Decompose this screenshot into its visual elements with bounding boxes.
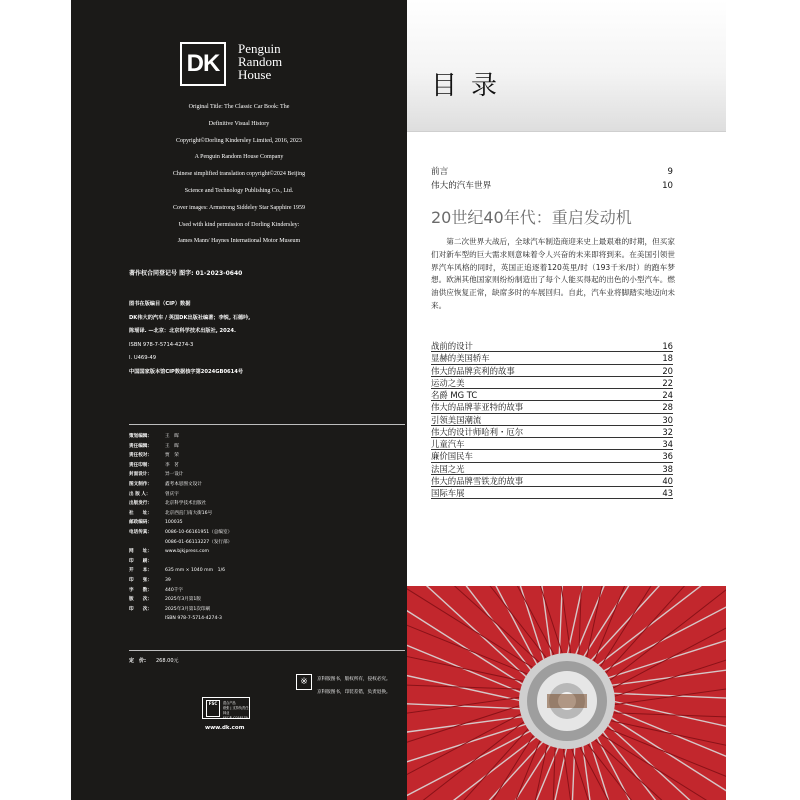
credit-value: 北京科学技术出版社 bbox=[165, 501, 207, 507]
cip-line: 中国国家版本馆CIP数据核字第2024GB0614号 bbox=[129, 368, 244, 375]
toc-entry-label: 廉价国民车 bbox=[431, 451, 473, 462]
website: www.dk.com bbox=[205, 725, 245, 731]
price-label: 定 价: bbox=[129, 658, 146, 664]
toc-entry-label: 显赫的美国轿车 bbox=[431, 353, 490, 364]
credit-key: 版 次： bbox=[129, 597, 152, 603]
credit-value: 王 晖 bbox=[165, 434, 179, 439]
toc-entry-label: 儿童汽车 bbox=[431, 439, 465, 449]
info-line: Definitive Visual History bbox=[208, 120, 270, 127]
info-line: Original Title: The Classic Car Book: The bbox=[188, 104, 290, 110]
credit-key: 邮政编码： bbox=[129, 520, 152, 526]
wire-wheel-illustration bbox=[407, 586, 726, 800]
credit-value: 鑫考本思图文设计 bbox=[165, 481, 202, 487]
toc-entry bbox=[431, 167, 673, 177]
credit-value: 王 晖 bbox=[165, 443, 179, 449]
toc-entry-page: 43 bbox=[662, 488, 673, 498]
toc-entry-label: 运动之美 bbox=[431, 377, 465, 388]
toc-entry-label: 战前的设计 bbox=[431, 341, 473, 351]
credit-value: 0086-10-66161951（总编室） bbox=[165, 529, 233, 535]
credit-row bbox=[129, 470, 405, 480]
credit-row bbox=[129, 576, 405, 586]
toc-entry bbox=[431, 487, 673, 499]
credit-key: 责任印制： bbox=[129, 462, 152, 468]
credit-value: 39 bbox=[165, 577, 171, 583]
credit-row bbox=[129, 595, 405, 605]
copyright-registration: 著作权合同登记号 图字: 01-2023-0640 bbox=[129, 270, 243, 277]
credit-value: 北京西直门南大街16号 bbox=[165, 510, 213, 516]
publisher-wordmark bbox=[238, 42, 282, 81]
credit-key: 电话传真： bbox=[129, 529, 152, 535]
page-margin bbox=[726, 0, 800, 800]
toc-entry-label: 前言 bbox=[431, 167, 449, 177]
toc-entry bbox=[431, 352, 673, 364]
notice-line: 京科版图书，版权所有，侵权必究。 bbox=[317, 677, 391, 682]
credit-value: www.bjkjpress.com bbox=[165, 549, 210, 555]
info-line: Copyright©Dorling Kindersley Limited, 2016, 2023 bbox=[176, 137, 302, 144]
credit-value: 0086-01-66113227（发行部） bbox=[165, 539, 233, 545]
info-line: James Mann/ Haynes International Motor Museum bbox=[177, 238, 301, 245]
credit-row bbox=[129, 557, 405, 567]
credit-row bbox=[129, 432, 405, 442]
toc-entry bbox=[431, 340, 673, 352]
fsc-tree-icon: FSC bbox=[206, 700, 220, 717]
price bbox=[129, 657, 179, 665]
cip-line: 图书在版编目（CIP）数据 bbox=[129, 301, 191, 307]
toc-entry-page: 38 bbox=[662, 463, 673, 474]
chapter-heading: 20世纪40年代：重启发动机 bbox=[431, 208, 632, 227]
toc-entry-label: 法国之光 bbox=[431, 463, 465, 474]
info-line: A Penguin Random House Company bbox=[194, 154, 284, 161]
toc-entry-page: 32 bbox=[662, 426, 673, 437]
credit-value bbox=[165, 557, 405, 567]
credit-value: 异一设计 bbox=[165, 472, 184, 478]
toc-entry bbox=[431, 463, 673, 475]
credit-row bbox=[129, 518, 405, 528]
contents-title: 目录 bbox=[431, 71, 512, 101]
toc-entry-page: 30 bbox=[662, 414, 673, 425]
chapter-intro: 第二次世界大战后，全球汽车制造商迎来史上最艰难的时期，但买家们对新车型的巨大需求则意味着令人兴奋的未来即将到来。在美国引领世界汽车风格的同时，英国正追逐着120英里/时（193千米/时）的跑车梦想。欧洲其他国家则纷纷制造出了每个人能买得起的出色的小型汽车。燃油供应恢复正常，缺席多时的车展回归。自此，汽车业将脚踏实地迈向未来。 bbox=[431, 237, 675, 310]
toc-entry-page: 28 bbox=[662, 402, 673, 413]
notice-line: 京科版图书，印装差错，负责退换。 bbox=[317, 690, 391, 695]
toc-entry-label: 名爵 MG TC bbox=[431, 390, 478, 400]
credit-key: 社 址： bbox=[129, 510, 152, 516]
info-line: Cover images: Armstrong Siddeley Star Sapphire 1959 bbox=[173, 204, 305, 211]
credit-value: 635 mm × 1040 mm 1/6 bbox=[165, 568, 226, 574]
credit-key: 责任校对： bbox=[129, 453, 152, 459]
cip-line: Ⅰ. U469-49 bbox=[129, 355, 156, 362]
fsc-text bbox=[223, 701, 249, 721]
credit-value: 2025年3月第1版 bbox=[165, 597, 201, 603]
credit-value: 曾庆宇 bbox=[165, 491, 179, 497]
dk-penguin-random-house-logo bbox=[180, 42, 304, 86]
credit-row bbox=[129, 461, 405, 471]
imprint-page bbox=[71, 0, 407, 800]
credit-key: 开 本： bbox=[129, 568, 152, 574]
toc-entry-label: 伟大的品牌宾利的故事 bbox=[431, 365, 515, 376]
credit-value: ISBN 978-7-5714-4274-3 bbox=[165, 616, 222, 622]
toc-entry-page: 24 bbox=[662, 390, 673, 400]
credit-row bbox=[129, 499, 405, 509]
price-value: 268.00元 bbox=[156, 658, 179, 664]
original-title-info bbox=[71, 99, 407, 250]
credit-row bbox=[129, 509, 405, 519]
toc-entry-label: 伟大的汽车世界 bbox=[431, 181, 492, 191]
cip-line: 陈瑶译. —北京：北京科学技术出版社, 2024. bbox=[129, 328, 236, 335]
car-wheel-photo bbox=[407, 586, 726, 800]
credit-key: 责任编辑： bbox=[129, 443, 152, 449]
credit-value: 2025年3月第1次印刷 bbox=[165, 606, 211, 612]
fsc-certification-logo bbox=[202, 697, 250, 719]
credit-value: 440千字 bbox=[165, 587, 183, 593]
toc-entry bbox=[431, 401, 673, 413]
info-line: Used with kind permission of Dorling Kindersley: bbox=[178, 221, 300, 228]
credit-row bbox=[129, 442, 405, 452]
credit-row bbox=[129, 614, 405, 624]
toc-entry-page: 22 bbox=[662, 377, 673, 388]
info-line: Science and Technology Publishing Co., Ltd. bbox=[184, 187, 294, 194]
credit-key: 出 版 人： bbox=[129, 491, 151, 497]
credit-key: 印 张： bbox=[129, 577, 152, 583]
toc-entry bbox=[431, 414, 673, 426]
credit-key: 网 址： bbox=[129, 549, 152, 555]
wordmark-line: Penguin bbox=[238, 41, 281, 56]
toc-entry bbox=[431, 450, 673, 462]
credit-row bbox=[129, 586, 405, 596]
dk-logo-mark: DK bbox=[180, 42, 226, 86]
contents-header bbox=[407, 0, 726, 132]
toc-entry-label: 伟大的品牌雪铁龙的故事 bbox=[431, 475, 524, 486]
fsc-line: FSC® C018179 bbox=[223, 716, 248, 720]
wordmark-line: Random bbox=[238, 54, 283, 69]
toc-entry-label: 伟大的设计师哈利・厄尔 bbox=[431, 426, 524, 437]
divider bbox=[129, 650, 405, 651]
toc-entry bbox=[431, 438, 673, 450]
toc-entry-page: 9 bbox=[667, 167, 673, 177]
toc-entry-page: 10 bbox=[662, 181, 673, 191]
credit-key: 印 刷： bbox=[129, 558, 152, 564]
credit-key bbox=[129, 614, 165, 624]
cip-line: DK伟大的汽车 / 英国DK出版社编著；李锐, 石德吟, bbox=[129, 314, 251, 321]
credit-row bbox=[129, 490, 405, 500]
credit-row bbox=[129, 480, 405, 490]
credit-key: 出版发行： bbox=[129, 501, 152, 507]
credit-row bbox=[129, 538, 405, 548]
toc-entry bbox=[431, 389, 673, 401]
credit-value: 100035 bbox=[165, 520, 183, 526]
toc-entry-page: 20 bbox=[662, 365, 673, 376]
toc-entry-page: 36 bbox=[662, 451, 673, 462]
toc-entry-label: 引领美国潮流 bbox=[431, 414, 482, 425]
credit-row bbox=[129, 528, 405, 538]
credit-key: 策划编辑： bbox=[129, 434, 152, 439]
toc-entry bbox=[431, 475, 673, 487]
info-line: Chinese simplified translation copyright©2024 Beijing bbox=[172, 171, 306, 178]
credit-row bbox=[129, 547, 405, 557]
publisher-emblem-icon: ※ bbox=[296, 674, 312, 690]
toc-entry bbox=[431, 426, 673, 438]
toc-entry-page: 16 bbox=[662, 341, 673, 351]
toc-entry-label: 伟大的品牌菲亚特的故事 bbox=[431, 402, 524, 413]
credit-row bbox=[129, 566, 405, 576]
divider bbox=[129, 424, 405, 425]
chapter-entries bbox=[431, 340, 673, 499]
toc-entry-page: 18 bbox=[662, 353, 673, 364]
cip-data-block bbox=[129, 298, 399, 380]
toc-entry-label: 国际车展 bbox=[431, 488, 465, 498]
toc-entry bbox=[431, 181, 673, 191]
cip-line: ISBN 978-7-5714-4274-3 bbox=[129, 341, 194, 348]
credit-value: 李 茗 bbox=[165, 462, 179, 468]
credits-list bbox=[129, 432, 405, 624]
fsc-line: 混合产品 bbox=[223, 701, 236, 705]
credit-row bbox=[129, 451, 405, 461]
credit-key bbox=[129, 538, 165, 548]
fsc-line: 纸张 | 支持负责任林业 bbox=[223, 706, 249, 715]
credit-row bbox=[129, 605, 405, 615]
credit-key: 图文制作： bbox=[129, 481, 152, 487]
publisher-notice bbox=[317, 673, 391, 699]
credit-key: 印 次： bbox=[129, 606, 152, 612]
toc-entry bbox=[431, 377, 673, 389]
credit-value: 贾 荣 bbox=[165, 453, 179, 459]
credit-key: 字 数： bbox=[129, 587, 152, 593]
toc-entry-page: 40 bbox=[662, 475, 673, 486]
toc-entry-page: 34 bbox=[662, 439, 673, 449]
toc-entry bbox=[431, 365, 673, 377]
wordmark-line: House bbox=[238, 67, 272, 82]
credit-key: 封面设计： bbox=[129, 472, 152, 478]
